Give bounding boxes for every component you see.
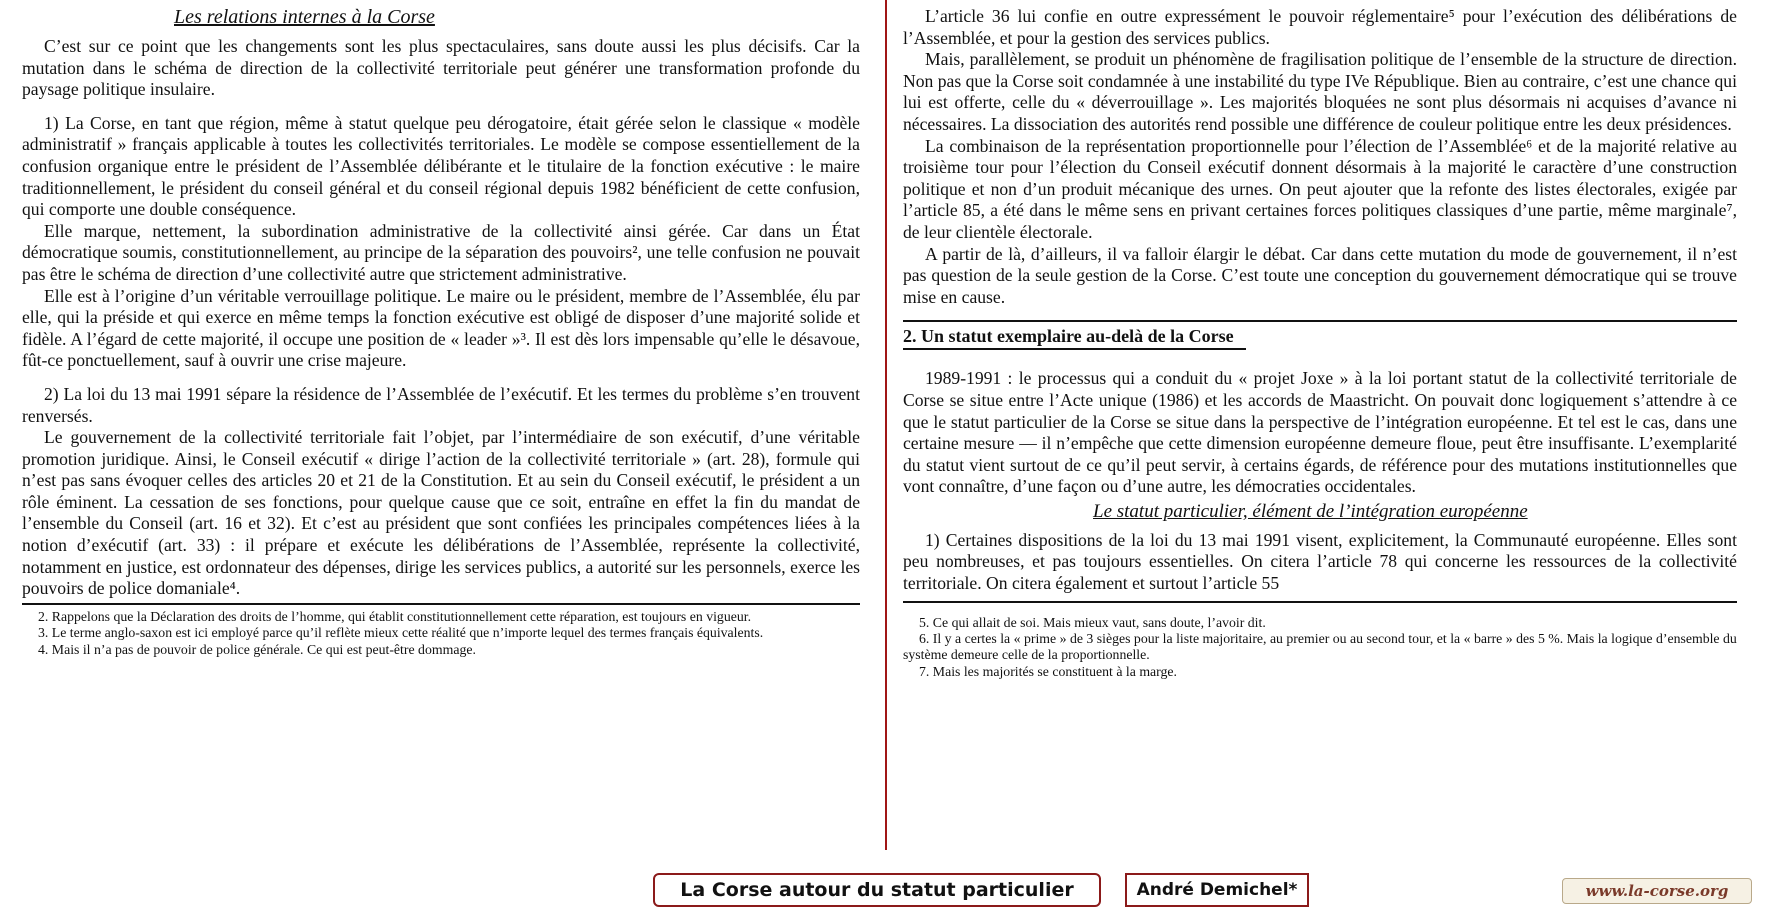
column-divider [885, 0, 887, 850]
paragraph: A partir de là, d’ailleurs, il va falloir élargir le débat. Car dans cette mutation du mode de gouvernement, il n’est pas question de la seule gestion de la Corse. C’est toute une conception du gouvernement démocratique qui se trouve mise en cause. [903, 243, 1737, 307]
left-column [22, 0, 860, 658]
paragraph: La combinaison de la représentation proportionnelle pour l’élection de l’Assemblée⁶ et de la majorité relative au troisième tour pour l’élection du Conseil exécutif donnent désormais à la majorité le caractère d’une construction politique et non d’un produit mécanique des urnes. On peut ajouter que la refonte des listes électorales, exigée par l’article 85, a été dans le même sens en privant certaines forces politiques classiques d’une partie, même marginale⁷, de leur clientèle électorale. [903, 135, 1737, 242]
footnote: 6. Il y a certes la « prime » de 3 sièges pour la liste majoritaire, au premier ou au second tour, et la « barre » des 5 %. Mais la logique d’ensemble du système demeure celle de la proportionnelle. [903, 631, 1737, 663]
footer-title-box: La Corse autour du statut particulier [653, 873, 1101, 907]
footnote: 2. Rappelons que la Déclaration des droits de l’homme, qui établit constitutionnellement cette réparation, est toujours en vigueur. [38, 608, 752, 624]
paragraph: Elle est à l’origine d’un véritable verrouillage politique. Le maire ou le président, membre de l’Assemblée, élu par elle, qui la préside et qui exerce en même temps la fonction exécutive est obligé de disposer d’une majorité solide et fidèle. A l’égard de cette majorité, il occupe une position de « leader »³. Il est dès lors impensable qu’elle le désavoue, fût-ce ponctuellement, sauf à ouvrir une crise majeure. [22, 285, 860, 371]
footnote: 5. Ce qui allait de soi. Mais mieux vaut, sans doute, l’avoir dit. [919, 614, 1266, 630]
paragraph: 1989-1991 : le processus qui a conduit du « projet Joxe » à la loi portant statut de la collectivité territoriale de Corse se situe entre l’Acte unique (1986) et les accords de Maastricht. On pouvait donc logiquement s’attendre à ce que le statut particulier de la Corse se situe dans la perspective de l’intégration européenne. Et tel est le cas, dans une certaine mesure — il n’empêche que cette dimension européenne demeure floue, peut être insuffisante. L’exemplarité du statut vient surtout de ce qu’il peut servir, à certains égards, de référence pour des mutations institutionnelles que vont connaître, d’une façon ou d’une autre, les démocraties occidentales. [903, 368, 1737, 497]
right-column [903, 0, 1737, 680]
paragraph: 1) Certaines dispositions de la loi du 13 mai 1991 visent, explicitement, la Communauté européenne. Elles sont peu nombreuses, et pas toujours essentielles. On citera l’article 78 qui concerne les ressources de la collectivité territoriale. On citera également et surtout l’article 55 [903, 529, 1737, 594]
paragraph: L’article 36 lui confie en outre expressément le pouvoir réglementaire⁵ pour l’exécution des délibérations de l’Assemblée, et pour la gestion des services publics. [903, 6, 1737, 48]
footnotes [22, 605, 860, 658]
paragraph: C’est sur ce point que les changements sont les plus spectaculaires, sans doute aussi les plus décisifs. Car la mutation dans le schéma de direction de la collectivité territoriale peut générer une transformation profonde du paysage politique insulaire. [22, 36, 860, 100]
subsection-title: Le statut particulier, élément de l’intégration européenne [1093, 500, 1528, 522]
website-badge[interactable]: www.la-corse.org [1562, 878, 1752, 904]
paragraph: Mais, parallèlement, se produit un phénomène de fragilisation politique de l’ensemble de la structure de direction. Non pas que la Corse soit condamnée à une instabilité du type IVe République. Bien au contraire, c’est une chance qui lui est offerte, celle du « déverrouillage ». Les majorités bloquées ne sont plus désormais ni acquises d’avance ni nécessaires. La dissociation des autorités rend possible une différence de couleur politique entre les deux présidences. [903, 49, 1737, 134]
footnotes [903, 603, 1737, 681]
paragraph: Le gouvernement de la collectivité territoriale fait l’objet, par l’intermédiaire de son exécutif, d’une véritable promotion juridique. Ainsi, le Conseil exécutif « dirige l’action de la collectivité territoriale » (art. 28), formule qui n’est pas sans évoquer celles des articles 20 et 21 de la Constitution. Et au sein du Conseil exécutif, le président a un rôle éminent. La cessation de ses fonctions, pour quelque cause que ce soit, entraîne en effet la fin du mandat de l’ensemble du Conseil (art. 16 et 32). Et c’est au président que sont confiées les principales compétences liées à la notion d’exécutif (art. 33) : il prépare et exécute les délibérations de l’Assemblée, représente la collectivité, notamment en justice, est ordonnateur des dépenses, dirige les services publics, a autorité sur les personnels, exerce les pouvoirs de police domaniale⁴. [22, 427, 860, 599]
section-title-statut-exemplaire: 2. Un statut exemplaire au-delà de la Corse [903, 324, 1246, 350]
paragraph: 2) La loi du 13 mai 1991 sépare la résidence de l’Assemblée de l’exécutif. Et les termes du problème s’en trouvent renversés. [22, 383, 860, 426]
footnote: 4. Mais il n’a pas de pouvoir de police générale. Ce qui est peut-être dommage. [38, 641, 476, 657]
footnote: 7. Mais les majorités se constituent à la marge. [919, 663, 1177, 679]
paragraph: Elle marque, nettement, la subordination administrative de la collectivité ainsi gérée. Car dans un État démocratique soumis, constitutionnellement, au principe de la séparation des pouvoirs², une telle confusion ne pouvait pas être le schéma de direction d’une collectivité autre que strictement administrative. [22, 220, 860, 284]
section-title-relations: Les relations internes à la Corse [174, 6, 435, 28]
footnote: 3. Le terme anglo-saxon est ici employé parce qu’il reflète mieux cette réalité que n’importe lequel des termes français équivalents. [38, 625, 764, 641]
paragraph: 1) La Corse, en tant que région, même à statut quelque peu dérogatoire, était gérée selon le classique « modèle administratif » français applicable à toutes les collectivités territoriales. Le modèle se compose essentiellement de la confusion organique entre le président de l’Assemblée délibérante et le titulaire de la fonction exécutive : le maire traditionnellement, le président du conseil général et du conseil régional depuis 1982 bénéficient de cette confusion, qui comporte une double conséquence. [22, 112, 860, 220]
footer-author-box: André Demichel* [1125, 873, 1309, 907]
section-rule [903, 320, 1737, 322]
